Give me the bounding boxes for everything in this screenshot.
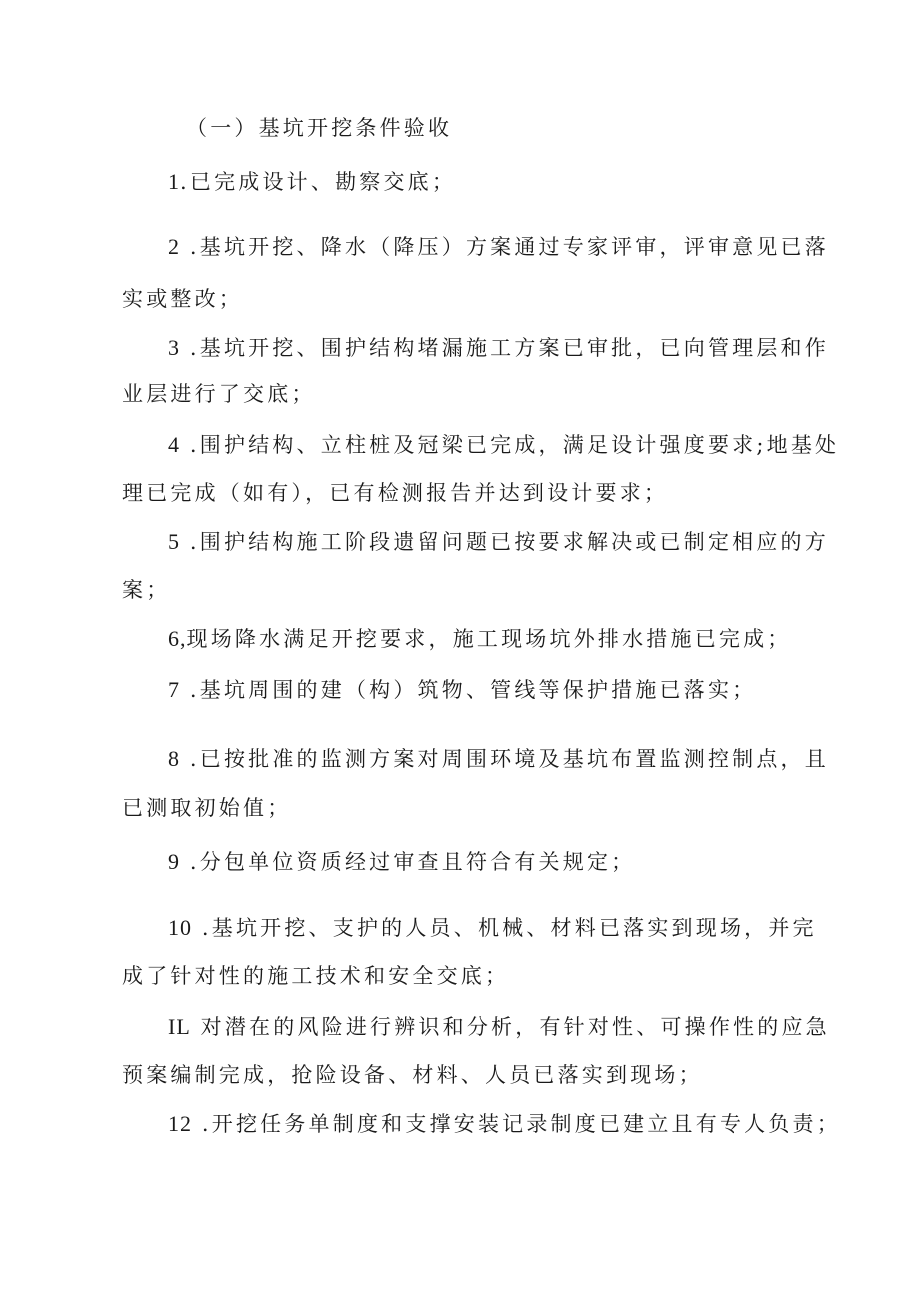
list-item-3 [168,334,829,362]
list-item-4-continuation: 理已完成（如有），已有检测报告并达到设计要求； [122,481,669,505]
list-item-11-continuation: 预案编制完成，抢险设备、材料、人员已落实到现场； [122,1063,703,1087]
list-item-10-continuation: 成了针对性的施工技术和安全交底； [122,964,510,988]
item-text-line: .已完成设计、勘察交底； [180,170,457,194]
list-item-2-continuation: 实或整改； [122,287,243,311]
item-text-line: 现场降水满足开挖要求，施工现场坑外排水措施已完成； [186,627,792,651]
item-text-line: .开挖任务单制度和支撑安装记录制度已建立且有专人负责； [192,1112,841,1136]
list-item-6 [168,625,792,653]
item-number: 12 [168,1111,192,1136]
list-item-5 [168,528,829,556]
list-item-12 [168,1110,841,1138]
item-number: 8 [168,746,180,771]
list-item-8 [168,745,829,773]
item-number: 6, [168,626,187,651]
item-number: 1 [168,169,180,194]
item-number: 4 [168,432,180,457]
item-text-line: .基坑开挖、降水（降压）方案通过专家评审，评审意见已落 [180,235,829,259]
list-item-3-continuation: 业层进行了交底； [122,382,316,406]
list-item-4 [168,431,839,459]
item-number: 5 [168,529,180,554]
section-heading: （一）基坑开挖条件验收 [186,116,453,140]
item-text-line: 对潜在的风险进行辨识和分析，有针对性、可操作性的应急 [190,1015,830,1039]
list-item-9 [168,848,635,876]
item-text-line: .围护结构、立柱桩及冠梁已完成，满足设计强度要求;地基处 [180,433,840,457]
item-text-line: .基坑周围的建（构）筑物、管线等保护措施已落实； [180,678,757,702]
item-number: 7 [168,677,180,702]
item-number: IL [168,1014,191,1039]
item-number: 9 [168,849,180,874]
item-text-line: .围护结构施工阶段遗留问题已按要求解决或已制定相应的方 [180,530,829,554]
item-number: 2 [168,234,180,259]
list-item-11 [168,1013,830,1041]
list-item-2 [168,233,829,261]
list-item-5-continuation: 案； [122,578,171,602]
list-item-8-continuation: 已测取初始值； [122,796,292,820]
list-item-1 [168,168,456,196]
item-number: 10 [168,915,192,940]
item-text-line: .基坑开挖、围护结构堵漏施工方案已审批，已向管理层和作 [180,336,829,360]
item-text-line: .基坑开挖、支护的人员、机械、材料已落实到现场，并完 [192,916,817,940]
item-text-line: .分包单位资质经过审查且符合有关规定； [180,850,636,874]
item-text-line: .已按批准的监测方案对周围环境及基坑布置监测控制点，且 [180,747,829,771]
item-number: 3 [168,335,180,360]
list-item-7 [168,676,756,704]
list-item-10 [168,914,817,942]
